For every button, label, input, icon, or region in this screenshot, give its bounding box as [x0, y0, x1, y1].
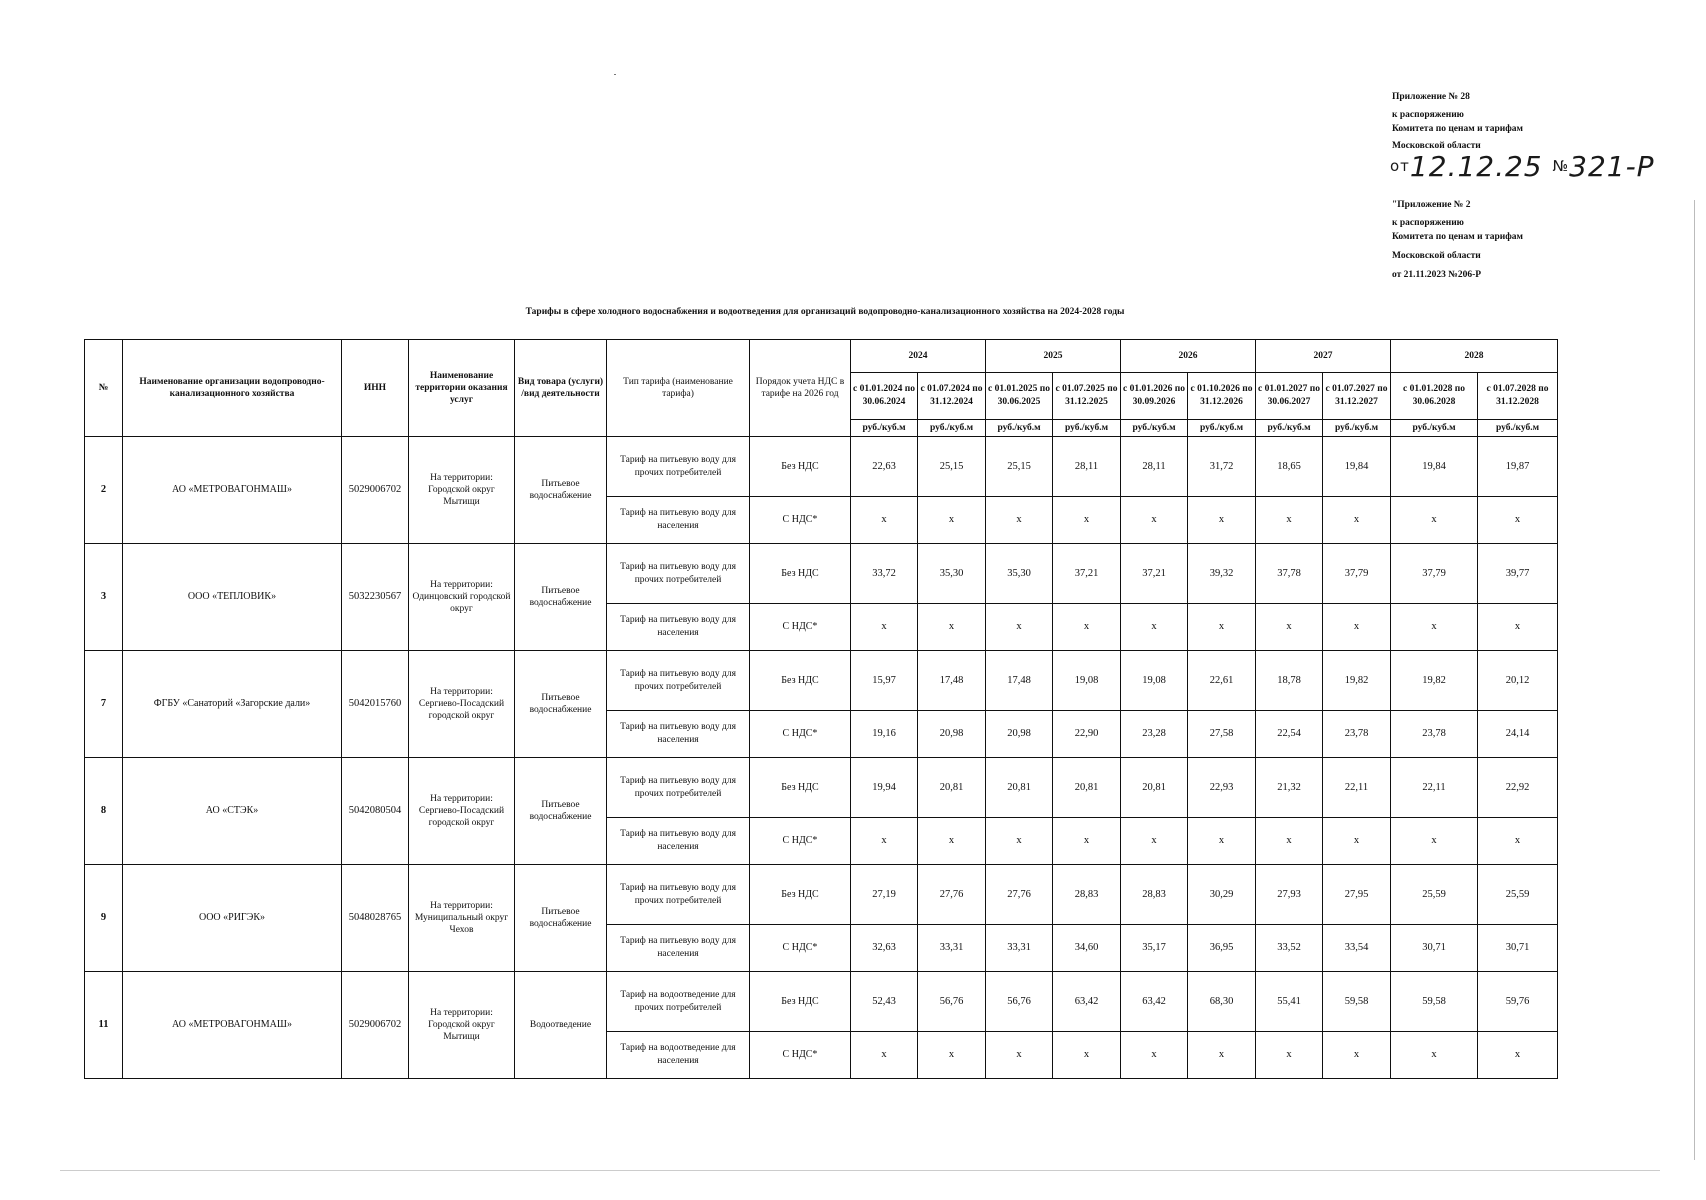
tariff-value: 34,60 [1053, 925, 1121, 972]
tariff-value: 19,08 [1121, 651, 1188, 711]
tariff-value: х [1053, 818, 1121, 865]
tariff-value: х [1121, 1032, 1188, 1079]
activity-kind: Питьевое водоснабжение [515, 865, 607, 972]
tariff-value: 27,76 [986, 865, 1053, 925]
tariff-value: 23,78 [1391, 711, 1478, 758]
tariff-value: х [918, 497, 986, 544]
tariff-value: х [1391, 604, 1478, 651]
tariff-value: 22,11 [1323, 758, 1391, 818]
tariff-value: 36,95 [1188, 925, 1256, 972]
handwritten-prefix: от [1390, 157, 1410, 175]
row-number: 2 [85, 437, 123, 544]
tariff-value: х [986, 604, 1053, 651]
period-header: с 01.07.2024 по 31.12.2024 [918, 373, 986, 420]
unit-header: руб./куб.м [851, 420, 918, 437]
header-territory: Наименование территории оказания услуг [409, 340, 515, 437]
tariff-value: 37,78 [1256, 544, 1323, 604]
tariff-type: Тариф на питьевую воду для прочих потребителей [607, 544, 750, 604]
tariff-value: 52,43 [851, 972, 918, 1032]
tariff-value: х [986, 497, 1053, 544]
tariff-value: 55,41 [1256, 972, 1323, 1032]
handwritten-number: 321-Р [1569, 150, 1655, 183]
tariff-value: 20,81 [918, 758, 986, 818]
tariff-value: 32,63 [851, 925, 918, 972]
row-number: 9 [85, 865, 123, 972]
period-header: с 01.07.2028 по 31.12.2028 [1478, 373, 1558, 420]
tariff-value: 22,54 [1256, 711, 1323, 758]
tariff-type: Тариф на водоотведение для населения [607, 1032, 750, 1079]
tariff-value: 20,98 [918, 711, 986, 758]
organization-name: ООО «РИГЭК» [123, 865, 342, 972]
tariff-value: 19,08 [1053, 651, 1121, 711]
period-header: с 01.07.2025 по 31.12.2025 [1053, 373, 1121, 420]
tariff-value: х [1323, 1032, 1391, 1079]
tariff-value: х [1323, 818, 1391, 865]
tariff-value: 56,76 [918, 972, 986, 1032]
tariff-value: х [1121, 818, 1188, 865]
tariff-value: 22,93 [1188, 758, 1256, 818]
tariff-value: 23,78 [1323, 711, 1391, 758]
tariff-value: 22,90 [1053, 711, 1121, 758]
tariff-value: х [1188, 818, 1256, 865]
inn-value: 5048028765 [342, 865, 409, 972]
unit-header: руб./куб.м [1053, 420, 1121, 437]
tariff-value: х [1478, 604, 1558, 651]
tariff-type: Тариф на питьевую воду для населения [607, 711, 750, 758]
tariff-value: 31,72 [1188, 437, 1256, 497]
tariff-value: 22,61 [1188, 651, 1256, 711]
tariff-value: 37,21 [1053, 544, 1121, 604]
tariff-value: 23,28 [1121, 711, 1188, 758]
row-number: 3 [85, 544, 123, 651]
tariff-value: х [986, 818, 1053, 865]
tariff-value: 20,81 [1121, 758, 1188, 818]
tariff-value: 19,82 [1323, 651, 1391, 711]
tariff-value: х [1256, 497, 1323, 544]
period-header: с 01.01.2028 по 30.06.2028 [1391, 373, 1478, 420]
tariff-type: Тариф на водоотведение для прочих потребителей [607, 972, 750, 1032]
inn-value: 5029006702 [342, 437, 409, 544]
period-header: с 01.07.2027 по 31.12.2027 [1323, 373, 1391, 420]
tariff-value: 17,48 [918, 651, 986, 711]
tariff-value: 28,83 [1121, 865, 1188, 925]
tariff-type: Тариф на питьевую воду для прочих потребителей [607, 437, 750, 497]
appendix-line4: Московской области [1392, 141, 1481, 151]
table-row [85, 972, 1558, 1032]
scan-mark-right [1694, 200, 1695, 1160]
tariff-value: 33,31 [986, 925, 1053, 972]
vat-order: Без НДС [750, 972, 851, 1032]
tariff-value: 27,76 [918, 865, 986, 925]
tariff-value: 22,11 [1391, 758, 1478, 818]
tariff-type: Тариф на питьевую воду для населения [607, 604, 750, 651]
tariff-value: 25,59 [1478, 865, 1558, 925]
header-num: № [85, 340, 123, 437]
tariff-value: х [1256, 818, 1323, 865]
activity-kind: Питьевое водоснабжение [515, 437, 607, 544]
tariff-value: 18,65 [1256, 437, 1323, 497]
tariff-value: х [1256, 1032, 1323, 1079]
tariff-value: х [1256, 604, 1323, 651]
tariff-value: 59,76 [1478, 972, 1558, 1032]
tariff-value: 19,94 [851, 758, 918, 818]
tariff-value: 25,15 [918, 437, 986, 497]
unit-header: руб./куб.м [918, 420, 986, 437]
tariff-value: х [1121, 497, 1188, 544]
tariff-type: Тариф на питьевую воду для населения [607, 818, 750, 865]
year-header: 2024 [851, 340, 986, 373]
tariff-value: 20,12 [1478, 651, 1558, 711]
tariff-value: 30,29 [1188, 865, 1256, 925]
prior-appendix-line5: от 21.11.2023 №206-Р [1392, 270, 1482, 280]
activity-kind: Питьевое водоснабжение [515, 758, 607, 865]
tariff-value: х [918, 604, 986, 651]
tariff-value: 35,30 [986, 544, 1053, 604]
tariff-value: 33,54 [1323, 925, 1391, 972]
tariff-value: 25,59 [1391, 865, 1478, 925]
tariff-value: х [1478, 497, 1558, 544]
unit-header: руб./куб.м [1391, 420, 1478, 437]
tariff-value: 27,19 [851, 865, 918, 925]
territory-name: На территории: Городской округ Мытищи [409, 437, 515, 544]
organization-name: ООО «ТЕПЛОВИК» [123, 544, 342, 651]
vat-order: С НДС* [750, 711, 851, 758]
tariff-value: х [1121, 604, 1188, 651]
tariff-value: 27,58 [1188, 711, 1256, 758]
vat-order: С НДС* [750, 925, 851, 972]
unit-header: руб./куб.м [1323, 420, 1391, 437]
organization-name: АО «СТЭК» [123, 758, 342, 865]
document-title: Тарифы в сфере холодного водоснабжения и водоотведения для организаций водопроводно-канализационного хозяйства на 2024-2028 годы [525, 307, 1125, 317]
organization-name: ФГБУ «Санаторий «Загорские дали» [123, 651, 342, 758]
tariff-value: 59,58 [1391, 972, 1478, 1032]
tariff-type: Тариф на питьевую воду для прочих потребителей [607, 758, 750, 818]
prior-appendix-line2: к распоряжению [1392, 218, 1464, 228]
tariff-type: Тариф на питьевую воду для прочих потребителей [607, 651, 750, 711]
tariff-value: 22,92 [1478, 758, 1558, 818]
tariff-value: 39,77 [1478, 544, 1558, 604]
tariff-value: 24,14 [1478, 711, 1558, 758]
appendix-line2: к распоряжению [1392, 110, 1464, 120]
tariff-value: х [1478, 818, 1558, 865]
tariff-table [84, 339, 1558, 1079]
table-row [85, 544, 1558, 604]
unit-header: руб./куб.м [986, 420, 1053, 437]
tariff-value: 19,84 [1391, 437, 1478, 497]
territory-name: На территории: Сергиево-Посадский городской округ [409, 758, 515, 865]
tariff-value: 27,95 [1323, 865, 1391, 925]
tariff-value: х [1391, 1032, 1478, 1079]
inn-value: 5032230567 [342, 544, 409, 651]
table-row [85, 437, 1558, 497]
tariff-value: 30,71 [1391, 925, 1478, 972]
handwritten-date: 12.12.25 [1409, 150, 1543, 183]
tariff-value: х [851, 604, 918, 651]
handwritten-signature-date [1390, 150, 1655, 183]
tariff-value: х [1188, 497, 1256, 544]
tariff-value: 19,82 [1391, 651, 1478, 711]
tariff-value: 37,79 [1391, 544, 1478, 604]
tariff-value: 17,48 [986, 651, 1053, 711]
tariff-value: 20,81 [1053, 758, 1121, 818]
tariff-type: Тариф на питьевую воду для населения [607, 497, 750, 544]
tariff-value: 63,42 [1053, 972, 1121, 1032]
tariff-value: х [1188, 604, 1256, 651]
vat-order: С НДС* [750, 497, 851, 544]
tariff-value: х [1053, 1032, 1121, 1079]
tariff-value: х [1053, 497, 1121, 544]
tariff-value: 19,84 [1323, 437, 1391, 497]
tariff-value: 20,81 [986, 758, 1053, 818]
scan-mark-bottom [60, 1170, 1660, 1171]
territory-name: На территории: Одинцовский городской округ [409, 544, 515, 651]
tariff-value: 35,17 [1121, 925, 1188, 972]
tariff-value: 33,52 [1256, 925, 1323, 972]
inn-value: 5042015760 [342, 651, 409, 758]
tariff-value: 56,76 [986, 972, 1053, 1032]
tariff-value: х [851, 497, 918, 544]
year-header: 2025 [986, 340, 1121, 373]
organization-name: АО «МЕТРОВАГОНМАШ» [123, 437, 342, 544]
tariff-value: х [1188, 1032, 1256, 1079]
row-number: 11 [85, 972, 123, 1079]
header-kind: Вид товара (услуги) /вид деятельности [515, 340, 607, 437]
tariff-value: 15,97 [851, 651, 918, 711]
tariff-value: х [918, 1032, 986, 1079]
tariff-value: 27,93 [1256, 865, 1323, 925]
tariff-value: х [918, 818, 986, 865]
tariff-value: 22,63 [851, 437, 918, 497]
tariff-value: х [1391, 497, 1478, 544]
tariff-value: х [1323, 497, 1391, 544]
appendix-line3: Комитета по ценам и тарифам [1392, 124, 1524, 134]
period-header: с 01.01.2025 по 30.06.2025 [986, 373, 1053, 420]
tariff-type: Тариф на питьевую воду для населения [607, 925, 750, 972]
tariff-value: 20,98 [986, 711, 1053, 758]
header-vat-order: Порядок учета НДС в тарифе на 2026 год [750, 340, 851, 437]
territory-name: На территории: Муниципальный округ Чехов [409, 865, 515, 972]
header-tariff-type: Тип тарифа (наименование тарифа) [607, 340, 750, 437]
year-header: 2028 [1391, 340, 1558, 373]
handwritten-no-label: № [1552, 157, 1570, 175]
inn-value: 5029006702 [342, 972, 409, 1079]
vat-order: Без НДС [750, 437, 851, 497]
tariff-value: 25,15 [986, 437, 1053, 497]
vat-order: С НДС* [750, 818, 851, 865]
tariff-value: х [1478, 1032, 1558, 1079]
tariff-value: 21,32 [1256, 758, 1323, 818]
row-number: 7 [85, 651, 123, 758]
tariff-value: х [851, 818, 918, 865]
vat-order: С НДС* [750, 1032, 851, 1079]
activity-kind: Питьевое водоснабжение [515, 651, 607, 758]
header-inn: ИНН [342, 340, 409, 437]
vat-order: Без НДС [750, 651, 851, 711]
tariff-value: 35,30 [918, 544, 986, 604]
table-row [85, 758, 1558, 818]
year-header: 2027 [1256, 340, 1391, 373]
prior-appendix-title: "Приложение № 2 [1392, 200, 1471, 210]
activity-kind: Питьевое водоснабжение [515, 544, 607, 651]
tariff-value: 28,83 [1053, 865, 1121, 925]
period-header: с 01.01.2027 по 30.06.2027 [1256, 373, 1323, 420]
tariff-value: 59,58 [1323, 972, 1391, 1032]
tariff-value: 19,16 [851, 711, 918, 758]
tariff-value: 68,30 [1188, 972, 1256, 1032]
period-header: с 01.01.2024 по 30.06.2024 [851, 373, 918, 420]
period-header: с 01.01.2026 по 30.09.2026 [1121, 373, 1188, 420]
tariff-value: 30,71 [1478, 925, 1558, 972]
tariff-value: 28,11 [1053, 437, 1121, 497]
tariff-type: Тариф на питьевую воду для прочих потребителей [607, 865, 750, 925]
year-header: 2026 [1121, 340, 1256, 373]
table-body [85, 437, 1558, 1079]
unit-header: руб./куб.м [1478, 420, 1558, 437]
row-number: 8 [85, 758, 123, 865]
vat-order: С НДС* [750, 604, 851, 651]
tariff-value: х [851, 1032, 918, 1079]
activity-kind: Водоотведение [515, 972, 607, 1079]
territory-name: На территории: Городской округ Мытищи [409, 972, 515, 1079]
tariff-value: 28,11 [1121, 437, 1188, 497]
unit-header: руб./куб.м [1256, 420, 1323, 437]
tariff-value: х [1323, 604, 1391, 651]
appendix-header [1392, 90, 1692, 153]
tariff-value: 37,21 [1121, 544, 1188, 604]
vat-order: Без НДС [750, 865, 851, 925]
tariff-value: 18,78 [1256, 651, 1323, 711]
scan-mark-top [614, 74, 616, 75]
header-org: Наименование организации водопроводно-канализационного хозяйства [123, 340, 342, 437]
tariff-value: 63,42 [1121, 972, 1188, 1032]
tariff-value: 33,31 [918, 925, 986, 972]
tariff-value: 37,79 [1323, 544, 1391, 604]
table-row [85, 865, 1558, 925]
prior-appendix-line3: Комитета по ценам и тарифам [1392, 232, 1524, 242]
table-head [85, 340, 1558, 437]
territory-name: На территории: Сергиево-Посадский городской округ [409, 651, 515, 758]
vat-order: Без НДС [750, 544, 851, 604]
prior-appendix-line4: Московской области [1392, 251, 1481, 261]
vat-order: Без НДС [750, 758, 851, 818]
organization-name: АО «МЕТРОВАГОНМАШ» [123, 972, 342, 1079]
unit-header: руб./куб.м [1121, 420, 1188, 437]
table-row [85, 651, 1558, 711]
tariff-value: 39,32 [1188, 544, 1256, 604]
tariff-value: х [1053, 604, 1121, 651]
tariff-value: х [986, 1032, 1053, 1079]
prior-appendix-header [1392, 198, 1692, 282]
tariff-value: 33,72 [851, 544, 918, 604]
tariff-value: х [1391, 818, 1478, 865]
inn-value: 5042080504 [342, 758, 409, 865]
tariff-value: 19,87 [1478, 437, 1558, 497]
appendix-title: Приложение № 28 [1392, 92, 1470, 102]
unit-header: руб./куб.м [1188, 420, 1256, 437]
period-header: с 01.10.2026 по 31.12.2026 [1188, 373, 1256, 420]
